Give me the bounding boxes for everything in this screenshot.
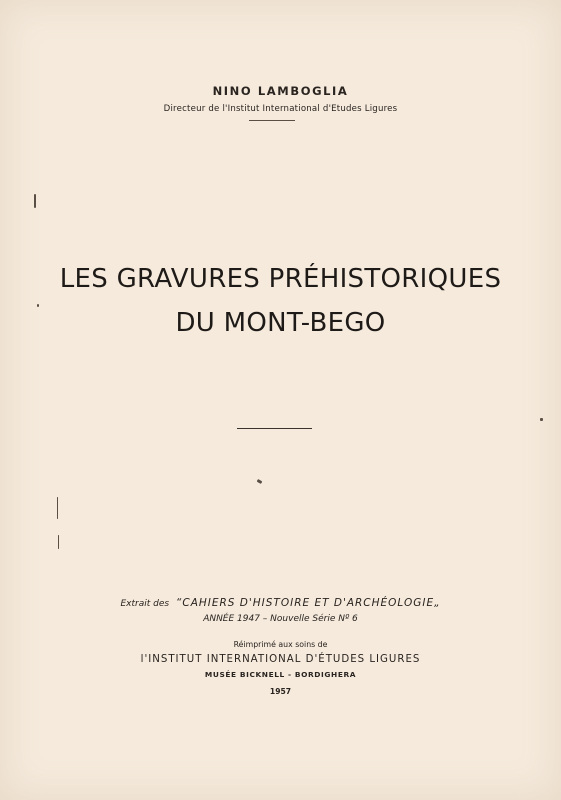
publisher-location: MUSÉE BICKNELL - BORDIGHERA <box>204 670 357 679</box>
center-divider <box>237 428 312 429</box>
author-affiliation: Directeur de l'Institut International d'Etudes Ligures <box>163 104 398 114</box>
margin-mark <box>34 194 36 208</box>
reprint-note: Réimprimé aux soins de <box>233 640 328 649</box>
journal-title: “CAHIERS D'HISTOIRE ET D'ARCHÉOLOGIE„ <box>175 597 441 609</box>
title-line-2: DU MONT-BEGO <box>175 308 386 338</box>
extract-line <box>0 597 561 609</box>
affiliation-underline <box>249 120 295 121</box>
paper-speck <box>540 418 543 421</box>
publisher-institute: l'INSTITUT INTERNATIONAL D'ÉTUDES LIGURES <box>140 654 421 665</box>
margin-mark <box>37 304 39 307</box>
issue-line: ANNÉE 1947 – Nouvelle Série Nº 6 <box>203 614 358 624</box>
title-line-1: LES GRAVURES PRÉHISTORIQUES <box>59 264 502 294</box>
author-name: NINO LAMBOGLIA <box>212 84 349 98</box>
paper-speck <box>257 479 263 484</box>
publication-year: 1957 <box>269 687 292 696</box>
margin-mark <box>58 535 59 549</box>
extract-prefix: Extrait des <box>120 599 170 609</box>
margin-mark <box>57 497 58 519</box>
